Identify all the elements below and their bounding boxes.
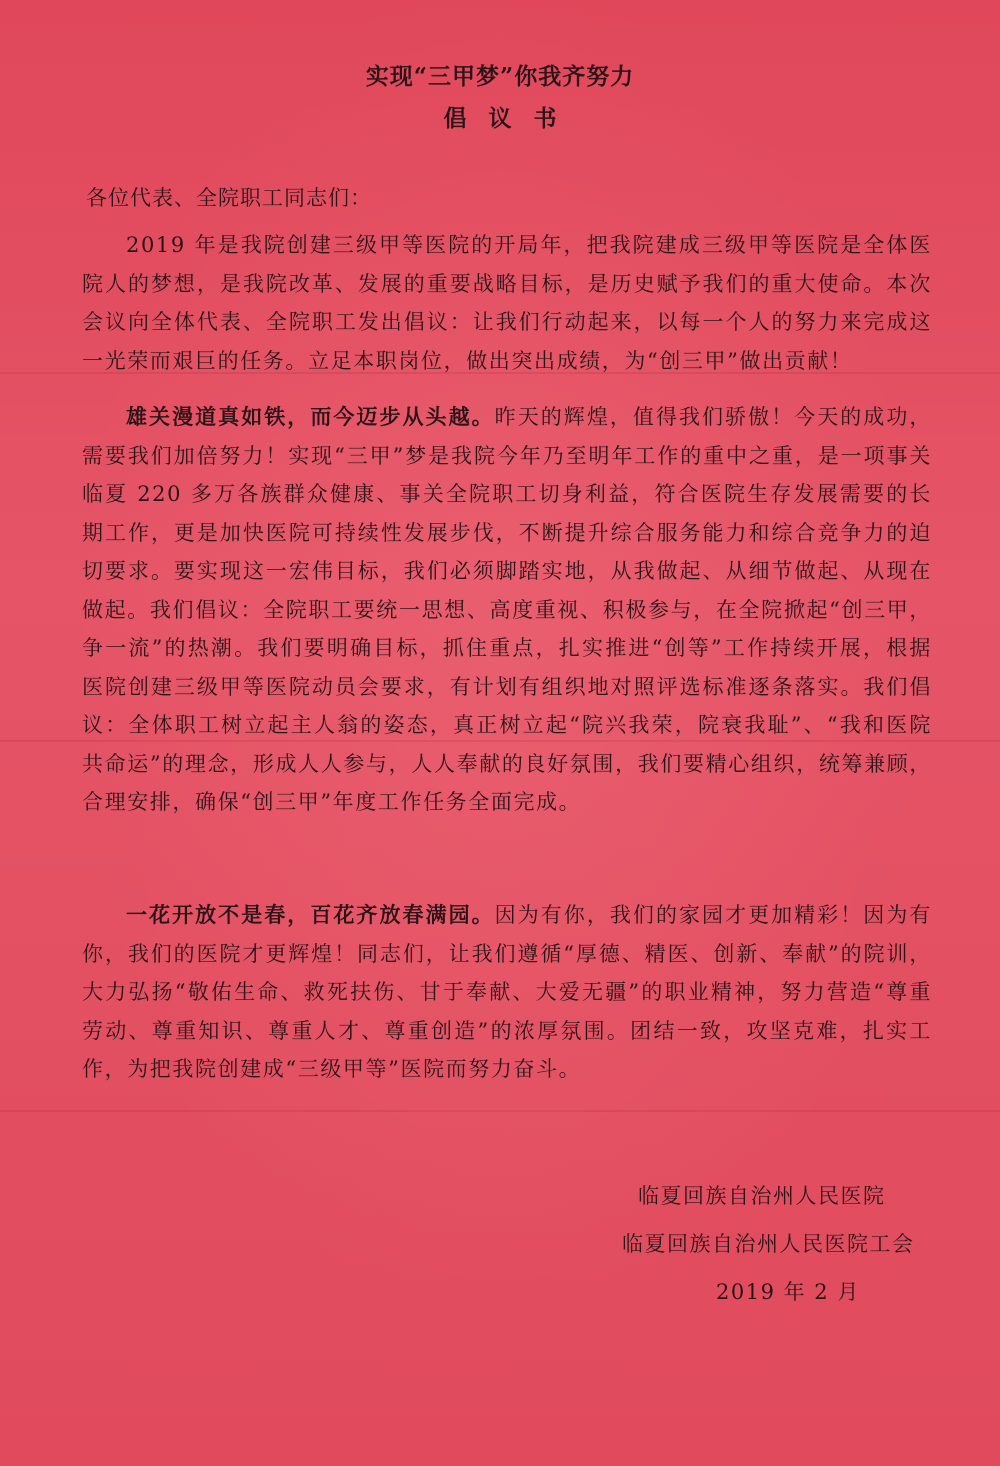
paragraph-text: 2019 年是我院创建三级甲等医院的开局年，把我院建成三级甲等医院是全体医院人的梦想，是我院改革、发展的重要战略目标，是历史赋予我们的重大使命。本次会议向全体代表、全院职工发出倡议：让我们行动起来，以每一个人的努力来完成这一光荣而艰巨的任务。立足本职岗位，做出突出成绩，为“创三甲”做出贡献！ (82, 233, 932, 373)
paragraph-lead: 雄关漫道真如铁，而今迈步从头越。 (126, 404, 495, 429)
paper-fold-line (0, 1110, 1000, 1112)
body-paragraph-3 (82, 896, 932, 1089)
paragraph-text: 因为有你，我们的家园才更加精彩！因为有你，我们的医院才更辉煌！同志们，让我们遵循“厚德、精医、创新、奉献”的院训，大力弘扬“敬佑生命、救死扶伤、甘于奉献、大爱无疆”的职业精神，努力营造“尊重劳动、尊重知识、尊重人才、尊重创造”的浓厚氛围。团结一致，攻坚克难，扎实工作，为把我院创建成“三级甲等”医院而努力奋斗。 (82, 903, 932, 1081)
document-subtitle: 倡议书 (443, 105, 579, 132)
body-paragraph-1 (82, 226, 932, 380)
greeting-line: 各位代表、全院职工同志们： (86, 186, 372, 210)
signature-date: 2019 年 2 月 (716, 1280, 860, 1304)
document-title: 实现“三甲梦”你我齐努力 (365, 63, 635, 90)
signature-union: 临夏回族自治州人民医院工会 (622, 1232, 915, 1256)
paragraph-text: 昨天的辉煌，值得我们骄傲！今天的成功，需要我们加倍努力！实现“三甲”梦是我院今年乃至明年工作的重中之重，是一项事关临夏 220 多万各族群众健康、事关全院职工切身利益，符合医院生存发展需要的长期工作，更是加快医院可持续性发展步伐，不断提升综合服务能力和综合竞争力的迫切要求。要实现这一宏伟目标，我们必须脚踏实地，从我做起、从细节做起、从现在做起。我们倡议：全院职工要统一思想、高度重视、积极参与，在全院掀起“创三甲，争一流”的热潮。我们要明确目标，抓住重点，扎实推进“创等”工作持续开展，根据医院创建三级甲等医院动员会要求，有计划有组织地对照评选标准逐条落实。我们倡议：全体职工树立起主人翁的姿态，真正树立起“院兴我荣，院衰我耻”、“我和医院共命运”的理念，形成人人参与，人人奉献的良好氛围，我们要精心组织，统筹兼顾，合理安排，确保“创三甲”年度工作任务全面完成。 (82, 405, 932, 814)
body-paragraph-2 (82, 398, 932, 822)
paragraph-lead: 一花开放不是春，百花齐放春满园。 (126, 902, 495, 927)
signature-organization: 临夏回族自治州人民医院 (638, 1184, 886, 1208)
